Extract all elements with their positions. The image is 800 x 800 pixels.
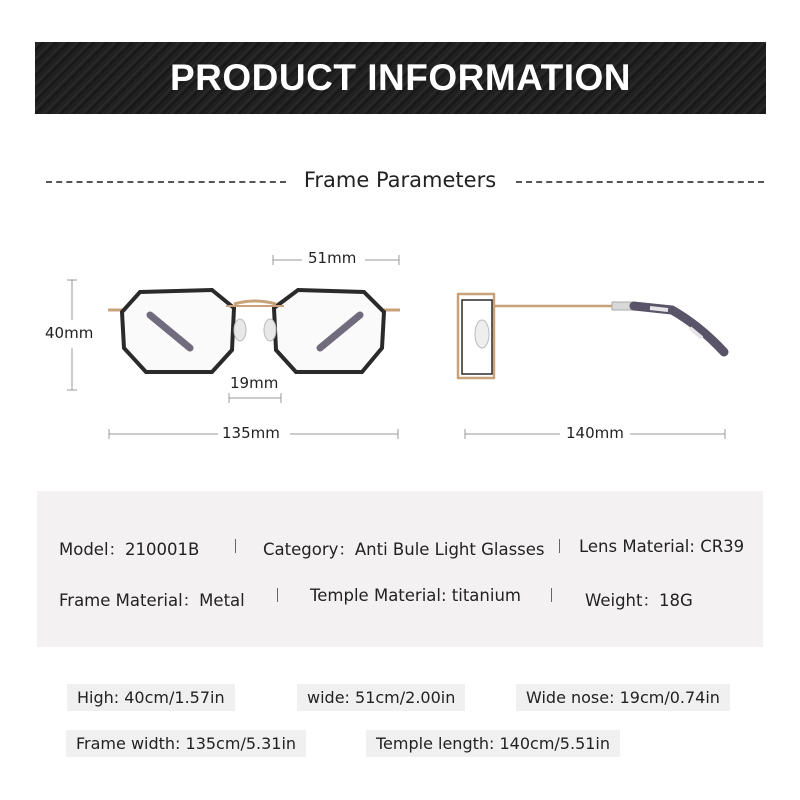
temple-length-label: 140mm	[566, 424, 624, 442]
product-parameters-panel	[37, 491, 763, 647]
glasses-diagram	[0, 230, 800, 460]
separator	[277, 588, 278, 602]
lens-width-label: 51mm	[308, 249, 357, 267]
separator	[235, 539, 236, 553]
glasses-illustration	[0, 230, 800, 460]
side-view-glasses	[458, 294, 724, 378]
bridge-label: 19mm	[230, 374, 279, 392]
frame-material-param: Frame Material：Metal	[59, 591, 245, 610]
section-title: Frame Parameters	[303, 168, 497, 192]
temple-length-chip: Temple length: 140cm/5.51in	[366, 730, 620, 757]
dashed-divider-right	[516, 181, 764, 183]
model-param: Model：210001B	[59, 540, 200, 559]
frame-width-chip: Frame width: 135cm/5.31in	[66, 730, 306, 757]
high-chip: High: 40cm/1.57in	[67, 684, 235, 711]
wide-nose-chip: Wide nose: 19cm/0.74in	[516, 684, 730, 711]
lens-height-label: 40mm	[45, 324, 94, 342]
product-information-banner	[35, 42, 766, 114]
category-param: Category：Anti Bule Light Glasses	[263, 540, 545, 559]
frame-parameters-heading	[0, 164, 800, 198]
temple-material-param: Temple Material: titanium	[310, 586, 521, 605]
weight-param: Weight：18G	[585, 591, 693, 610]
wide-chip: wide: 51cm/2.00in	[297, 684, 465, 711]
separator	[559, 539, 560, 553]
frame-width-label: 135mm	[222, 424, 280, 442]
banner-title: PRODUCT INFORMATION	[170, 57, 631, 98]
separator	[551, 588, 552, 602]
front-view-glasses	[108, 290, 400, 372]
lens-material-param: Lens Material: CR39	[579, 537, 745, 556]
